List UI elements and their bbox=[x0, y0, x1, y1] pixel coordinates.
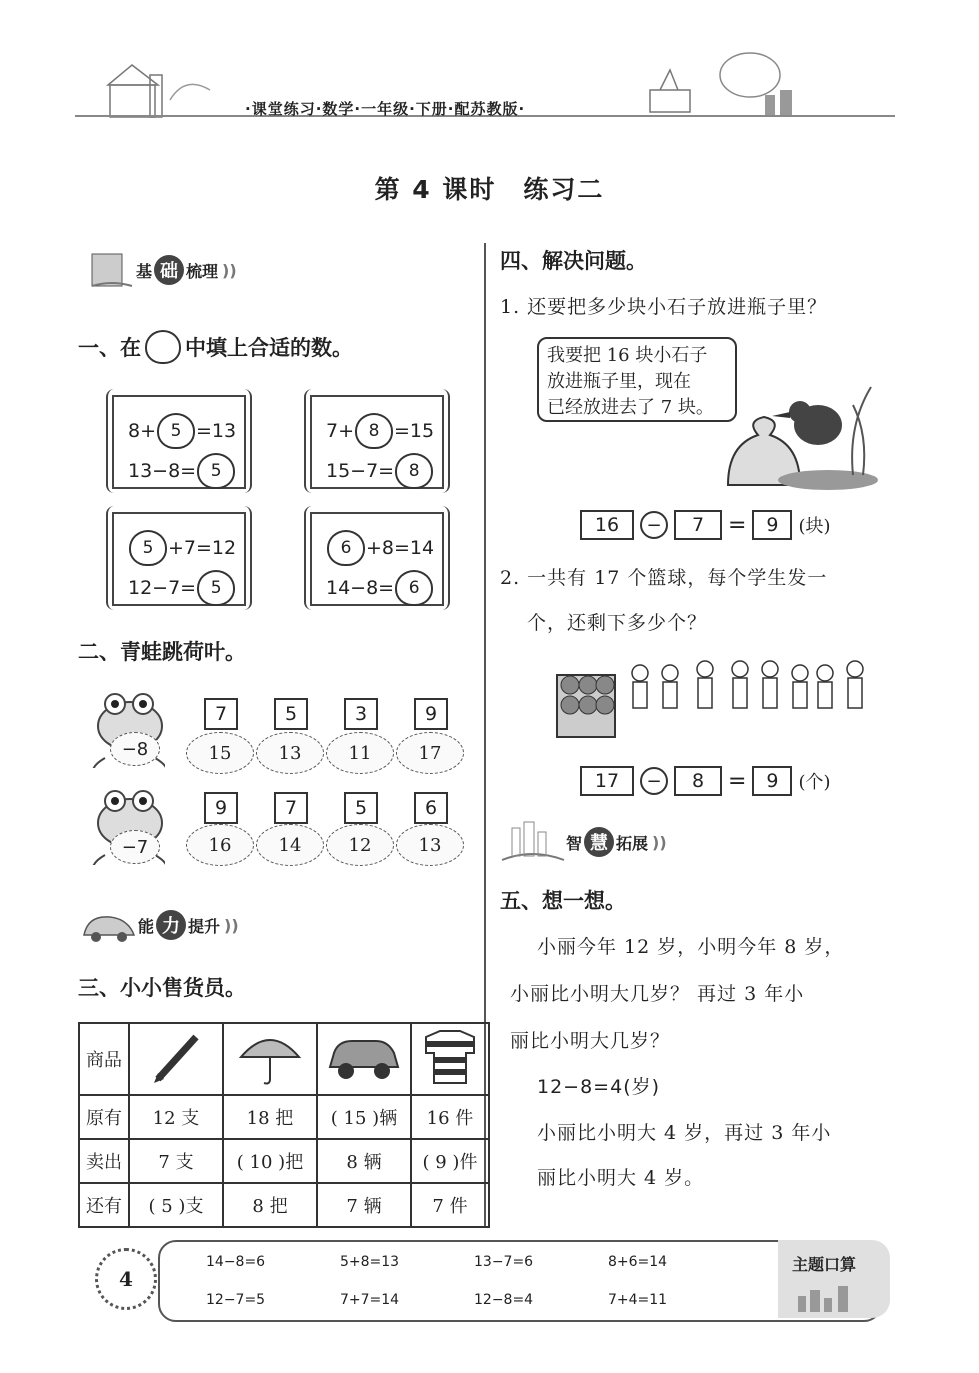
oral-calc-item: 13−7=6 bbox=[474, 1254, 534, 1270]
eq-box: 17 bbox=[580, 766, 634, 796]
oral-calc-item: 14−8=6 bbox=[206, 1254, 266, 1270]
eq-operator: − bbox=[640, 767, 668, 795]
bubble-line: 放进瓶子里，现在 bbox=[547, 371, 691, 392]
eq-line: 14−8= 6 bbox=[326, 570, 434, 606]
badge-wisdom-char3: 拓展 bbox=[616, 833, 649, 853]
peach-answer: 8 bbox=[355, 413, 393, 449]
eq-line: 13−8= 5 bbox=[128, 453, 236, 489]
eq-unit: (块) bbox=[798, 516, 831, 537]
speech-bubble bbox=[537, 337, 737, 422]
frog-answer-box: 3 bbox=[344, 698, 378, 730]
scroll-box-4 bbox=[310, 512, 444, 606]
table-cell: ( 5 )支 bbox=[129, 1183, 223, 1227]
oral-calc-tag-label: 主题口算 bbox=[792, 1255, 857, 1274]
badge-basic-char2: 础 bbox=[154, 255, 184, 285]
badge-wisdom-char2: 慧 bbox=[584, 827, 614, 857]
scroll-box-2 bbox=[310, 395, 444, 489]
crow-jar-icon bbox=[718, 380, 883, 490]
frog-answer-box: 5 bbox=[344, 792, 378, 824]
table-cell: ( 9 )件 bbox=[411, 1139, 489, 1183]
eq-line: 8+ 5 =13 bbox=[128, 413, 236, 449]
badge-ability: 能 力 提升 )) bbox=[80, 905, 239, 945]
peach-answer: 5 bbox=[129, 530, 167, 566]
eq-equals: = bbox=[728, 512, 747, 538]
table-cell: 7 支 bbox=[129, 1139, 223, 1183]
section1-heading-post: 中填上合适的数。 bbox=[185, 336, 353, 360]
frog-answer-box: 5 bbox=[274, 698, 308, 730]
section5-answer-eq: 12−8=4(岁) bbox=[537, 1076, 661, 1098]
skyline-icon bbox=[788, 1284, 878, 1314]
eq-operator: − bbox=[640, 511, 668, 539]
car-decoration-icon bbox=[80, 905, 138, 945]
q1-equation bbox=[580, 510, 830, 540]
table-cell: 8 把 bbox=[223, 1183, 317, 1227]
eq-box: 7 bbox=[674, 510, 722, 540]
section1-heading-pre: 一、在 bbox=[78, 336, 141, 360]
row-label: 还有 bbox=[79, 1183, 129, 1227]
car-icon bbox=[317, 1023, 411, 1095]
bubble-line: 我要把 16 块小石子 bbox=[547, 345, 708, 366]
eq-box: 8 bbox=[674, 766, 722, 796]
peach-answer: 5 bbox=[157, 413, 195, 449]
peach-answer: 5 bbox=[197, 570, 235, 606]
eq-line: 6 +8=14 bbox=[326, 530, 434, 566]
lily-pad: 13 bbox=[396, 824, 464, 866]
eq-line: 12−7= 5 bbox=[128, 570, 236, 606]
oral-calc-panel bbox=[158, 1240, 882, 1322]
section5-line: 丽比小明大几岁？ bbox=[510, 1030, 671, 1052]
lily-pad: 17 bbox=[396, 732, 464, 774]
lily-pad: 15 bbox=[186, 732, 254, 774]
oral-calc-item: 8+6=14 bbox=[608, 1254, 668, 1270]
book-icon bbox=[88, 250, 136, 290]
oral-calc-item: 7+7=14 bbox=[340, 1292, 400, 1308]
frog-answer-box: 7 bbox=[204, 698, 238, 730]
table-cell: 7 辆 bbox=[317, 1183, 411, 1227]
eq-line: 5 +7=12 bbox=[128, 530, 236, 566]
table-cell: 18 把 bbox=[223, 1095, 317, 1139]
table-cell: 8 辆 bbox=[317, 1139, 411, 1183]
frog-answer-box: 7 bbox=[274, 792, 308, 824]
section2-heading: 二、青蛙跳荷叶。 bbox=[78, 640, 246, 664]
lily-pad: 16 bbox=[186, 824, 254, 866]
frog-answer-box: 9 bbox=[414, 698, 448, 730]
section4-heading: 四、解决问题。 bbox=[500, 249, 647, 273]
bubble-line: 已经放进去了 7 块。 bbox=[547, 397, 714, 418]
scroll-box-1 bbox=[112, 395, 246, 489]
section5-heading: 五、想一想。 bbox=[500, 889, 626, 913]
frog-operator: −7 bbox=[110, 830, 160, 864]
house-decoration bbox=[100, 60, 230, 120]
eq-line: 7+ 8 =15 bbox=[326, 413, 434, 449]
table-cell: 12 支 bbox=[129, 1095, 223, 1139]
table-cell: 7 件 bbox=[411, 1183, 489, 1227]
shirt-icon bbox=[411, 1023, 489, 1095]
open-book-city-icon bbox=[500, 820, 566, 864]
oral-calc-item: 7+4=11 bbox=[608, 1292, 668, 1308]
row-label: 商品 bbox=[79, 1023, 129, 1095]
section5-answer-line: 丽比小明大 4 岁。 bbox=[537, 1167, 705, 1189]
lily-pad: 11 bbox=[326, 732, 394, 774]
city-decoration bbox=[630, 50, 800, 120]
oral-calc-item: 5+8=13 bbox=[340, 1254, 400, 1270]
eq-box: 9 bbox=[752, 510, 792, 540]
badge-ability-char2: 力 bbox=[156, 910, 186, 940]
lily-pad: 13 bbox=[256, 732, 324, 774]
row-label: 卖出 bbox=[79, 1139, 129, 1183]
frog-answer-box: 6 bbox=[414, 792, 448, 824]
peach-answer: 8 bbox=[395, 453, 433, 489]
table-cell: ( 15 )辆 bbox=[317, 1095, 411, 1139]
page-number: 4 bbox=[95, 1248, 157, 1310]
page-title: 第 4 课时 练习二 bbox=[374, 175, 605, 204]
eq-box: 16 bbox=[580, 510, 634, 540]
table-cell: 16 件 bbox=[411, 1095, 489, 1139]
q2-text-line2: 个，还剩下多少个？ bbox=[527, 612, 708, 634]
peach-icon bbox=[145, 330, 181, 364]
oral-calc-item: 12−8=4 bbox=[474, 1292, 534, 1308]
badge-basic: 基 础 梳理 )) bbox=[88, 250, 237, 290]
section5-answer-line: 小丽比小明大 4 岁，再过 3 年小 bbox=[537, 1122, 832, 1144]
scroll-box-3 bbox=[112, 512, 246, 606]
basketball-students-icon bbox=[555, 655, 895, 740]
peach-answer: 5 bbox=[197, 453, 235, 489]
pencil-icon bbox=[129, 1023, 223, 1095]
q1-text: 1. 还要把多少块小石子放进瓶子里？ bbox=[500, 296, 828, 318]
eq-equals: = bbox=[728, 768, 747, 794]
row-label: 原有 bbox=[79, 1095, 129, 1139]
peach-answer: 6 bbox=[327, 530, 365, 566]
q2-text-line1: 2. 一共有 17 个篮球，每个学生发一 bbox=[500, 567, 828, 589]
lily-pad: 12 bbox=[326, 824, 394, 866]
eq-box: 9 bbox=[752, 766, 792, 796]
badge-wisdom-char1: 智 bbox=[566, 833, 583, 853]
umbrella-icon bbox=[223, 1023, 317, 1095]
section3-heading: 三、小小售货员。 bbox=[78, 976, 246, 1000]
badge-wisdom: 智 慧 拓展 )) bbox=[500, 820, 667, 864]
eq-unit: (个) bbox=[798, 772, 831, 793]
section5-line: 小丽今年 12 岁，小明今年 8 岁， bbox=[537, 936, 845, 958]
goods-table bbox=[78, 1022, 490, 1228]
peach-answer: 6 bbox=[395, 570, 433, 606]
oral-calc-item: 12−7=5 bbox=[206, 1292, 266, 1308]
lily-pad: 14 bbox=[256, 824, 324, 866]
badge-ability-char1: 能 bbox=[138, 916, 155, 936]
badge-basic-char3: 梳理 bbox=[186, 261, 219, 281]
q2-equation bbox=[580, 766, 830, 796]
eq-line: 15−7= 8 bbox=[326, 453, 434, 489]
table-cell: ( 10 )把 bbox=[223, 1139, 317, 1183]
frog-operator: −8 bbox=[110, 732, 160, 766]
series-title: ·课堂练习·数学·一年级·下册·配苏教版· bbox=[245, 100, 526, 118]
section1-heading bbox=[78, 330, 353, 364]
section5-line: 小丽比小明大几岁？ 再过 3 年小 bbox=[510, 983, 805, 1005]
oral-calc-tag bbox=[778, 1240, 890, 1318]
frog-answer-box: 9 bbox=[204, 792, 238, 824]
badge-basic-char1: 基 bbox=[136, 261, 153, 281]
badge-ability-char3: 提升 bbox=[188, 916, 221, 936]
